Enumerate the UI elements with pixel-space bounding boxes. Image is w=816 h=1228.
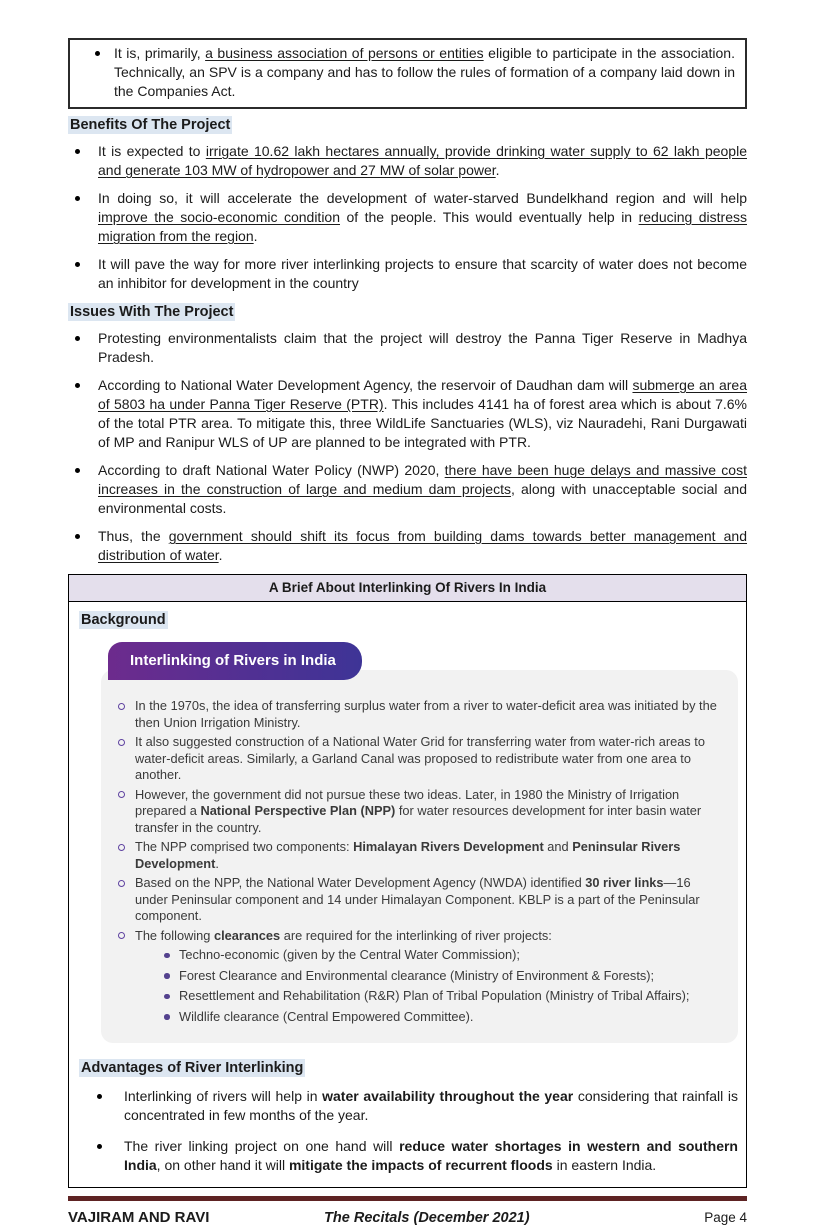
bullet-icon [75, 149, 80, 154]
section-heading-label: Issues With The Project [70, 304, 234, 320]
interlinking-banner: Interlinking of Rivers in India [108, 642, 362, 680]
bullet-text: Forest Clearance and Environmental clearance (Ministry of Environment & Forests); [179, 967, 655, 983]
bullet-item [88, 1137, 738, 1175]
circle-bullet-icon [118, 880, 125, 887]
bullet-text: Techno-economic (given by the Central Water Commission); [179, 947, 520, 962]
circle-bullet-item [101, 839, 722, 872]
bullet-text: Interlinking of rivers will help in water availability throughout the year considering that rainfall is concentrated in few months of the year. [124, 1088, 738, 1123]
circle-bullet-item [101, 698, 722, 731]
bullet-text: However, the government did not pursue these two ideas. Later, in 1980 the Ministry of Irrigation prepared a National Perspective Plan (NPP) for water resources development for inter basin water transfer in the country. [135, 786, 702, 835]
bullet-text: It is, primarily, a business association of persons or entities eligible to participate in the association. Technically, an SPV is a company and has to follow the rules of formation of a company laid down in the Companies Act. [114, 45, 735, 99]
footer-row [68, 1208, 747, 1228]
section-heading-advantages [79, 1058, 738, 1078]
footer-brand: VAJIRAM AND RAVI [68, 1209, 210, 1226]
bullet-icon [75, 468, 80, 473]
circle-bullet-icon [118, 844, 125, 851]
bullet-text: It will pave the way for more river interlinking projects to ensure that scarcity of water does not become an inhibitor for development in the country [98, 256, 747, 291]
bullet-text: In the 1970s, the idea of transferring surplus water from a river to water-deficit area was initiated by the then Union Irrigation Ministry. [135, 698, 717, 730]
bullet-item [68, 527, 747, 565]
circle-bullet-item [101, 875, 722, 925]
bullet-text: Thus, the government should shift its focus from building dams towards better management and distribution of water. [98, 528, 747, 563]
circle-bullet-icon [118, 739, 125, 746]
bullet-item [70, 44, 735, 101]
sub-bullet-item [101, 1009, 722, 1026]
sub-bullet-icon [164, 953, 170, 959]
bullet-text: The following clearances are required for the interlinking of river projects: [135, 927, 552, 943]
bullet-icon [75, 383, 80, 388]
bullet-text: According to National Water Development Agency, the reservoir of Daudhan dam will submerge an area of 5803 ha under Panna Tiger Reserve (PTR). This includes 4141 ha of forest area which is about 7.6% of the total PTR area. To mitigate this, three WildLife Sanctuaries (WLS), viz Nauradehi, Rani Durgawati of MP and Ranipur WLS of UP are planned to be integrated with PTR. [98, 377, 747, 450]
bullet-icon [97, 1094, 102, 1099]
brief-box-body [69, 602, 746, 1187]
bullet-item [68, 255, 747, 293]
section-heading-background [79, 610, 738, 630]
section-heading-label: Background [81, 612, 166, 628]
sub-bullet-item [101, 947, 722, 964]
brief-box-title: A Brief About Interlinking Of Rivers In India [69, 575, 746, 602]
spv-note-box [68, 38, 747, 109]
bullet-text: Based on the NPP, the National Water Development Agency (NWDA) identified 30 river links—16 under Peninsular component and 14 under Himalayan Component. KBLP is a part of the Peninsular component. [135, 875, 700, 923]
bullet-item [68, 189, 747, 246]
section-heading-benefits [68, 115, 747, 135]
bullet-icon [75, 534, 80, 539]
bullet-item [68, 461, 747, 518]
page-footer [68, 1196, 747, 1228]
bullet-text: It also suggested construction of a National Water Grid for transferring water from water-rich areas to water-deficit areas. Similarly, a Garland Canal was proposed to redistribute water from one area to another. [135, 734, 705, 782]
circle-bullet-icon [118, 791, 125, 798]
sub-bullet-icon [164, 973, 170, 979]
footer-page-number: Page 4 [704, 1210, 747, 1225]
bullet-text: The NPP comprised two components: Himalayan Rivers Development and Peninsular Rivers Development. [135, 839, 681, 871]
section-heading-issues [68, 302, 747, 322]
section-heading-label: Advantages of River Interlinking [81, 1060, 304, 1076]
footer-divider [68, 1196, 747, 1201]
bullet-text: Wildlife clearance (Central Empowered Committee). [179, 1008, 474, 1024]
circle-bullet-item [101, 928, 722, 945]
background-panel [101, 670, 738, 1043]
circle-bullet-item [101, 787, 722, 837]
bullet-item [68, 329, 747, 367]
bullet-item [88, 1087, 738, 1125]
bullet-text: In doing so, it will accelerate the development of water-starved Bundelkhand region and will help improve the socio-economic condition of the people. This would eventually help in reducing distress migration from the region. [98, 190, 747, 244]
sub-bullet-icon [164, 994, 170, 1000]
bullet-item [68, 142, 747, 180]
circle-bullet-icon [118, 932, 125, 939]
brief-about-interlinking-box [68, 574, 747, 1188]
bullet-text: According to draft National Water Policy (NWP) 2020, there have been huge delays and massive cost increases in the construction of large and medium dam projects, along with unacceptable social and environmental costs. [98, 462, 747, 516]
bullet-icon [75, 196, 80, 201]
footer-publication-title: The Recitals (December 2021) [324, 1210, 530, 1226]
sub-bullet-item [101, 988, 722, 1005]
circle-bullet-icon [118, 703, 125, 710]
bullet-text: Resettlement and Rehabilitation (R&R) Plan of Tribal Population (Ministry of Tribal Affairs); [179, 988, 690, 1003]
bullet-icon [97, 1144, 102, 1149]
sub-bullet-icon [164, 1014, 170, 1020]
bullet-icon [75, 336, 80, 341]
bullet-text: The river linking project on one hand will reduce water shortages in western and southern India, on other hand it will mitigate the impacts of recurrent floods in eastern India. [124, 1138, 738, 1173]
bullet-icon [95, 51, 100, 56]
circle-bullet-item [101, 734, 722, 784]
bullet-item [68, 376, 747, 452]
bullet-text: Protesting environmentalists claim that the project will destroy the Panna Tiger Reserve in Madhya Pradesh. [98, 330, 747, 365]
sub-bullet-item [101, 968, 722, 985]
bullet-icon [75, 262, 80, 267]
bullet-text: It is expected to irrigate 10.62 lakh hectares annually, provide drinking water supply to 62 lakh people and generate 103 MW of hydropower and 27 MW of solar power. [98, 143, 747, 178]
section-heading-label: Benefits Of The Project [70, 117, 231, 133]
